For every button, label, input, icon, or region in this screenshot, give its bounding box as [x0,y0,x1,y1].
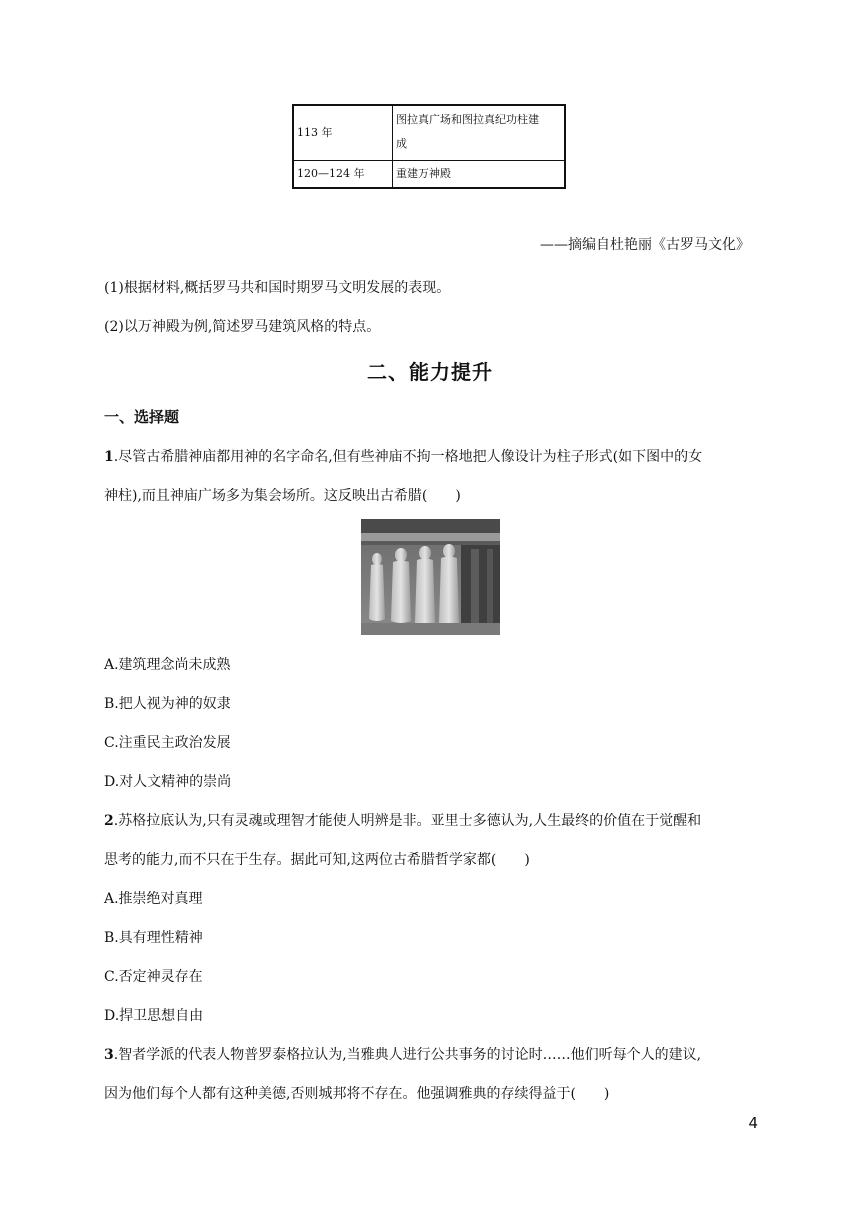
question-2-line-2: 思考的能力,而不只在于生存。据此可知,这两位古希腊哲学家都( ) [104,852,530,868]
question-text: .尽管古希腊神庙都用神的名字命名,但有些神庙不拘一格地把人像设计为柱子形式(如下图中的女 [113,449,703,465]
option-a: A.推崇绝对真理 [104,891,203,907]
table-row [293,105,565,161]
question-number: 3 [104,1047,114,1063]
question-1-line-2: 神柱),而且神庙广场多为集会场所。这反映出古希腊( ) [104,488,461,504]
question-text: .苏格拉底认为,只有灵魂或理智才能使人明辨是非。亚里士多德认为,人生最终的价值在于觉醒和 [113,813,702,829]
task-2: (2)以万神殿为例,简述罗马建筑风格的特点。 [104,319,381,335]
option-b: B.把人视为神的奴隶 [104,696,231,712]
question-number: 1 [104,449,114,465]
subheading: 一、选择题 [104,408,180,426]
option-d: D.对人文精神的崇尚 [104,774,232,790]
page-number: 4 [748,1114,758,1132]
question-3-line-2: 因为他们每个人都有这种美德,否则城邦将不存在。他强调雅典的存续得益于( ) [104,1086,610,1102]
question-number: 2 [104,813,114,829]
section-title: 二、能力提升 [367,360,493,384]
question-2-line-1 [104,810,701,830]
event-line: 图拉真广场和图拉真纪功柱建 [396,113,539,126]
option-a: A.建筑理念尚未成熟 [104,657,231,673]
caryatids-photo [361,519,500,635]
chronology-table [292,104,566,189]
option-b: B.具有理性精神 [104,930,203,946]
question-text: .智者学派的代表人物普罗泰格拉认为,当雅典人进行公共事务的讨论时……他们听每个人的建议, [113,1047,702,1063]
table-row [293,161,565,189]
table-cell-event [393,105,566,161]
event-line: 成 [396,137,407,150]
question-1-line-1 [104,446,702,466]
option-d: D.捍卫思想自由 [104,1008,204,1024]
question-3-line-1 [104,1044,701,1064]
table-cell-year: 120—124 年 [293,161,393,189]
source-citation: ——摘编自杜艳丽《古罗马文化》 [540,237,750,253]
task-1: (1)根据材料,概括罗马共和国时期罗马文明发展的表现。 [104,280,451,296]
option-c: C.否定神灵存在 [104,969,203,985]
table-cell-event: 重建万神殿 [393,161,566,189]
table-cell-year: 113 年 [293,105,393,161]
option-c: C.注重民主政治发展 [104,735,231,751]
